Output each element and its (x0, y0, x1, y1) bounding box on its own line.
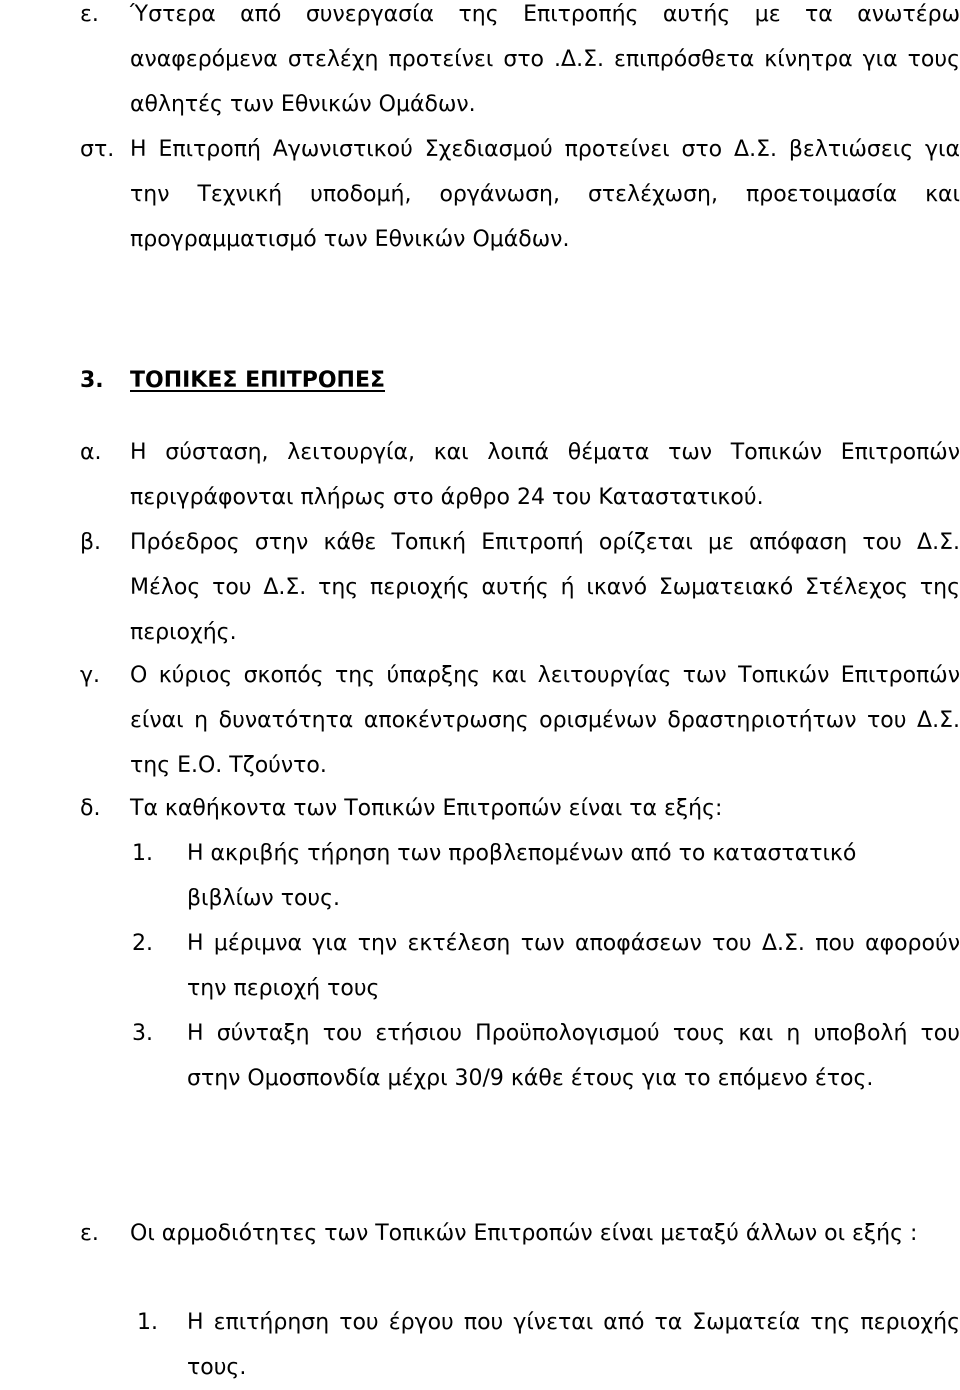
list-marker: ε. (80, 1221, 99, 1246)
list-marker: δ. (80, 796, 101, 821)
list-item-text: Ύστερα από συνεργασία της Επιτροπής αυτής με τα ανωτέρω αναφερόμενα στελέχη προτείνει στο .Δ.Σ. επιπρόσθετα κίνητρα για τους αθλητές των Εθνικών Ομάδων. (130, 2, 960, 117)
list-marker: α. (80, 440, 102, 465)
sub-item-text: Η σύνταξη του ετήσιου Προϋπολογισμού τους και η υποβολή του στην Ομοσπονδία μέχρι 30/9 κάθε έτους για το επόμενο έτος. (187, 1021, 960, 1091)
sub-list-marker: 1. (132, 841, 153, 866)
list-marker: στ. (80, 137, 115, 162)
list-item-text: Ο κύριος σκοπός της ύπαρξης και λειτουργίας των Τοπικών Επιτροπών είναι η δυνατότητα αποκέντρωσης ορισμένων δραστηριοτήτων του Δ.Σ. της Ε.Ο. Τζούντο. (130, 663, 960, 778)
sub-item-text: Η μέριμνα για την εκτέλεση των αποφάσεων του Δ.Σ. που αφορούν την περιοχή τους (187, 931, 960, 1001)
section-number: 3. (80, 368, 104, 393)
list-item-text: Πρόεδρος στην κάθε Τοπική Επιτροπή ορίζεται με απόφαση του Δ.Σ. Μέλος του Δ.Σ. της περιοχής αυτής ή ικανό Σωματειακό Στέλεχος της περιοχής. (130, 530, 960, 645)
list-marker: ε. (80, 2, 99, 27)
list-marker: β. (80, 530, 102, 555)
sub-list-marker: 3. (132, 1021, 153, 1046)
section-title: ΤΟΠΙΚΕΣ ΕΠΙΤΡΟΠΕΣ (130, 368, 385, 393)
sub-list-marker: 1. (137, 1310, 158, 1335)
list-item-text: Τα καθήκοντα των Τοπικών Επιτροπών είναι τα εξής: (130, 796, 723, 821)
list-marker: γ. (80, 663, 101, 688)
list-item-text: Οι αρμοδιότητες των Τοπικών Επιτροπών είναι μεταξύ άλλων οι εξής : (130, 1221, 918, 1246)
list-item-text: Η σύσταση, λειτουργία, και λοιπά θέματα των Τοπικών Επιτροπών περιγράφονται πλήρως στο άρθρο 24 του Καταστατικού. (130, 440, 960, 510)
sub-item-text: Η ακριβής τήρηση των προβλεπομένων από το καταστατικό βιβλίων τους. (187, 841, 857, 911)
sub-item-text: Η επιτήρηση του έργου που γίνεται από τα Σωματεία της περιοχής τους. (187, 1310, 960, 1380)
sub-list-marker: 2. (132, 931, 153, 956)
list-item-text: Η Επιτροπή Αγωνιστικού Σχεδιασμού προτείνει στο Δ.Σ. βελτιώσεις για την Τεχνική υποδομή, οργάνωση, στελέχωση, προετοιμασία και προγραμματισμό των Εθνικών Ομάδων. (130, 137, 960, 252)
